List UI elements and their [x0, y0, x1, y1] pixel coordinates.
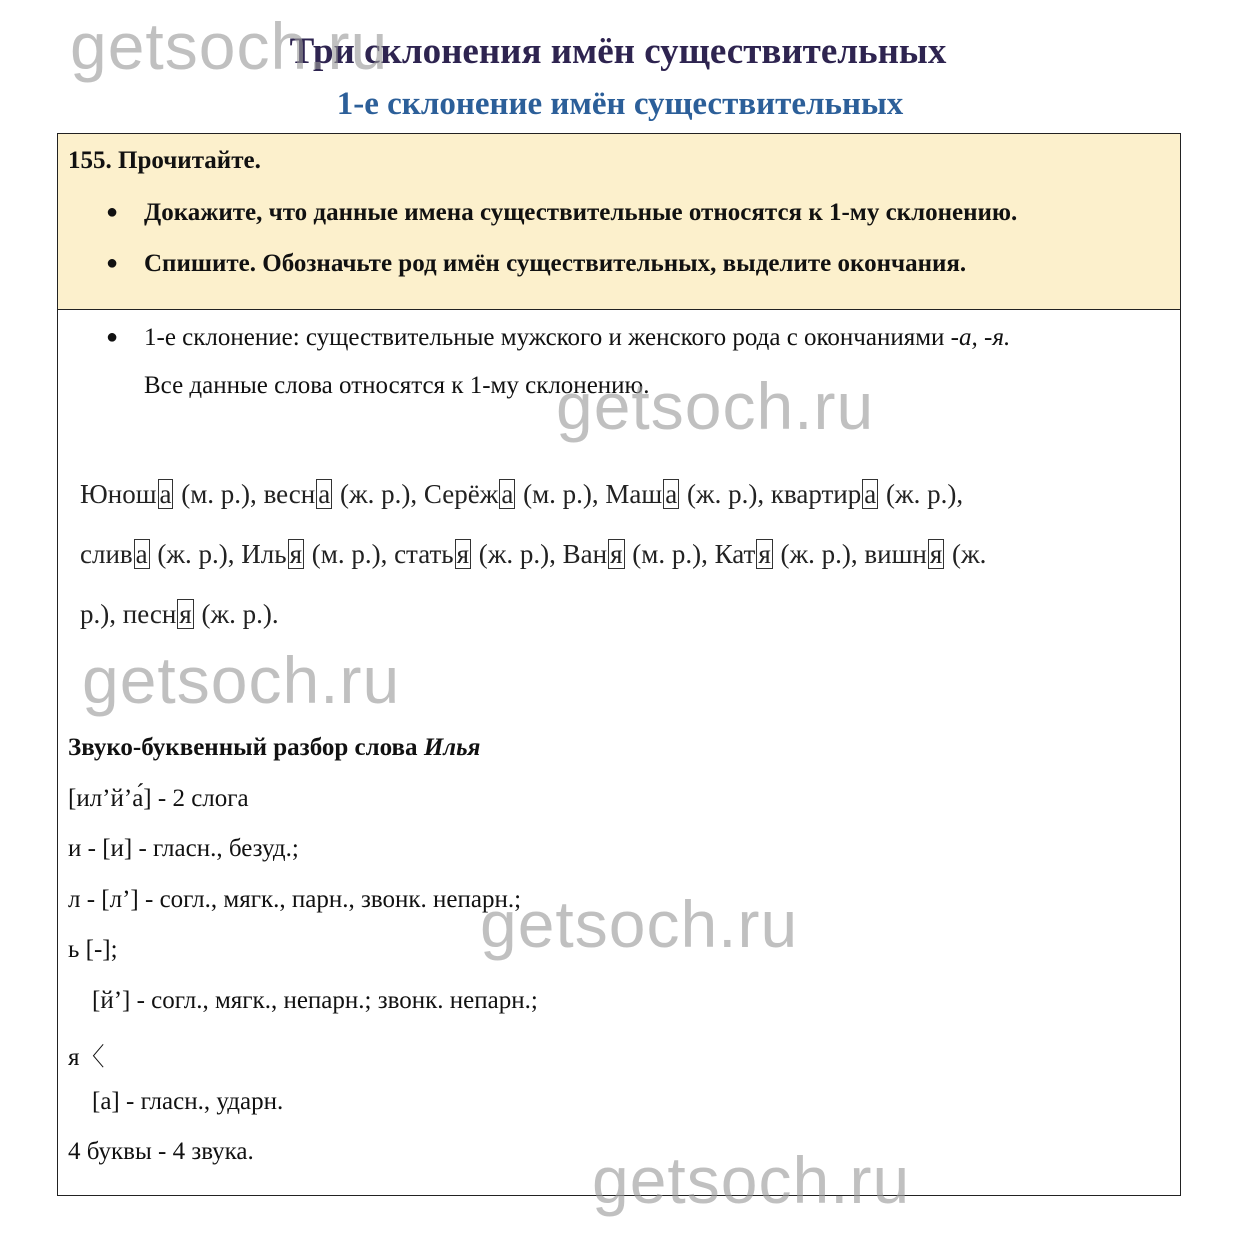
task-heading: 155. Прочитайте.: [68, 147, 261, 174]
rule-text: 1-е склонение: существительные мужского и женского рода с окончаниями: [144, 324, 951, 351]
task-bullet: [106, 250, 966, 278]
watermark: getsoch.ru: [82, 643, 401, 717]
word-ending: а: [318, 479, 331, 509]
analysis-line: я〈: [68, 1044, 105, 1071]
phonetic-analysis: [68, 734, 538, 1189]
word-stem: Юнош: [80, 479, 157, 509]
watermark: getsoch.ru: [592, 1143, 911, 1217]
word-stem: Иль: [241, 539, 287, 569]
word-ending: я: [610, 539, 623, 569]
word-gender: (м. р.),: [181, 479, 257, 509]
analysis-word: Илья: [423, 734, 481, 761]
words-line: [80, 464, 1160, 524]
words-line: [80, 524, 1160, 584]
word-ending: а: [665, 479, 678, 509]
word-ending: я: [179, 599, 192, 629]
bullet-icon: ●: [106, 326, 119, 348]
word-stem: Кат: [714, 539, 756, 569]
word-gender: (м. р.),: [523, 479, 599, 509]
watermark: getsoch.ru: [480, 887, 799, 961]
word-stem: слив: [80, 539, 133, 569]
analysis-title-text: Звуко-буквенный разбор слова: [68, 734, 424, 761]
exercise-frame: [57, 133, 1181, 1196]
task-bullet-text: Докажите, что данные имена существительные относятся к 1-му склонению.: [144, 199, 1018, 226]
word-gender: (ж. р.),: [686, 479, 765, 509]
analysis-line: 4 буквы - 4 звука.: [68, 1138, 254, 1165]
word-ending: я: [456, 539, 470, 569]
word-ending: а: [501, 479, 514, 509]
word-gender: (ж. р.),: [478, 539, 556, 569]
word-ending: я: [289, 539, 302, 569]
word-stem: квартир: [770, 479, 862, 509]
watermark: getsoch.ru: [556, 369, 875, 443]
word-stem: р.), песн: [80, 599, 177, 629]
word-ending: а: [159, 479, 172, 509]
word-gender: (ж. р.).: [201, 599, 279, 629]
word-stem: стать: [394, 539, 454, 569]
word-gender: (ж. р.),: [157, 539, 235, 569]
page-title-text: Три склонения имён существительных: [289, 31, 947, 72]
declension-rule: [106, 324, 1010, 352]
analysis-line: ь [-];: [68, 936, 118, 963]
word-stem: Ван: [562, 539, 608, 569]
words-line: [80, 584, 1160, 644]
task-box: [58, 134, 1180, 310]
word-stem: Маш: [605, 479, 663, 509]
word-gender: (ж. р.),: [885, 479, 964, 509]
word-ending: я: [758, 539, 771, 569]
words-list: [80, 464, 1160, 644]
word-stem: весн: [263, 479, 316, 509]
analysis-line: [ил’й’а́] - 2 слога: [68, 784, 249, 812]
page-title: [0, 30, 1240, 73]
bullet-icon: ●: [106, 201, 119, 223]
word-gender: (ж. р.),: [780, 539, 858, 569]
word-stem: Серёж: [423, 479, 499, 509]
watermark: getsoch.ru: [70, 9, 389, 83]
analysis-line: и - [и] - гласн., безуд.;: [68, 835, 299, 862]
word-ending: а: [135, 539, 148, 569]
analysis-line: [а] - гласн., ударн.: [92, 1087, 284, 1115]
word-gender: (ж. р.),: [339, 479, 418, 509]
word-gender: (м. р.),: [311, 539, 388, 569]
rule-endings: -а, -я.: [950, 324, 1011, 351]
word-stem: вишн: [864, 539, 927, 569]
analysis-line: [й’] - согл., мягк., непарн.; звонк. непарн.;: [92, 986, 538, 1014]
task-bullet: [106, 199, 1017, 227]
bullet-icon: ●: [106, 252, 119, 274]
conclusion-text: Все данные слова относятся к 1-му склонению.: [144, 372, 650, 399]
word-ending: а: [864, 479, 877, 509]
word-gender: (м. р.),: [632, 539, 708, 569]
page-subtitle: 1-е склонение имён существительных: [336, 86, 904, 122]
word-gender: (ж.: [952, 539, 987, 569]
task-bullet-text: Спишите. Обозначьте род имён существительных, выделите окончания.: [144, 250, 967, 277]
analysis-title: [68, 734, 538, 785]
analysis-line: л - [л’] - согл., мягк., парн., звонк. непарн.;: [68, 885, 522, 913]
word-ending: я: [929, 539, 943, 569]
